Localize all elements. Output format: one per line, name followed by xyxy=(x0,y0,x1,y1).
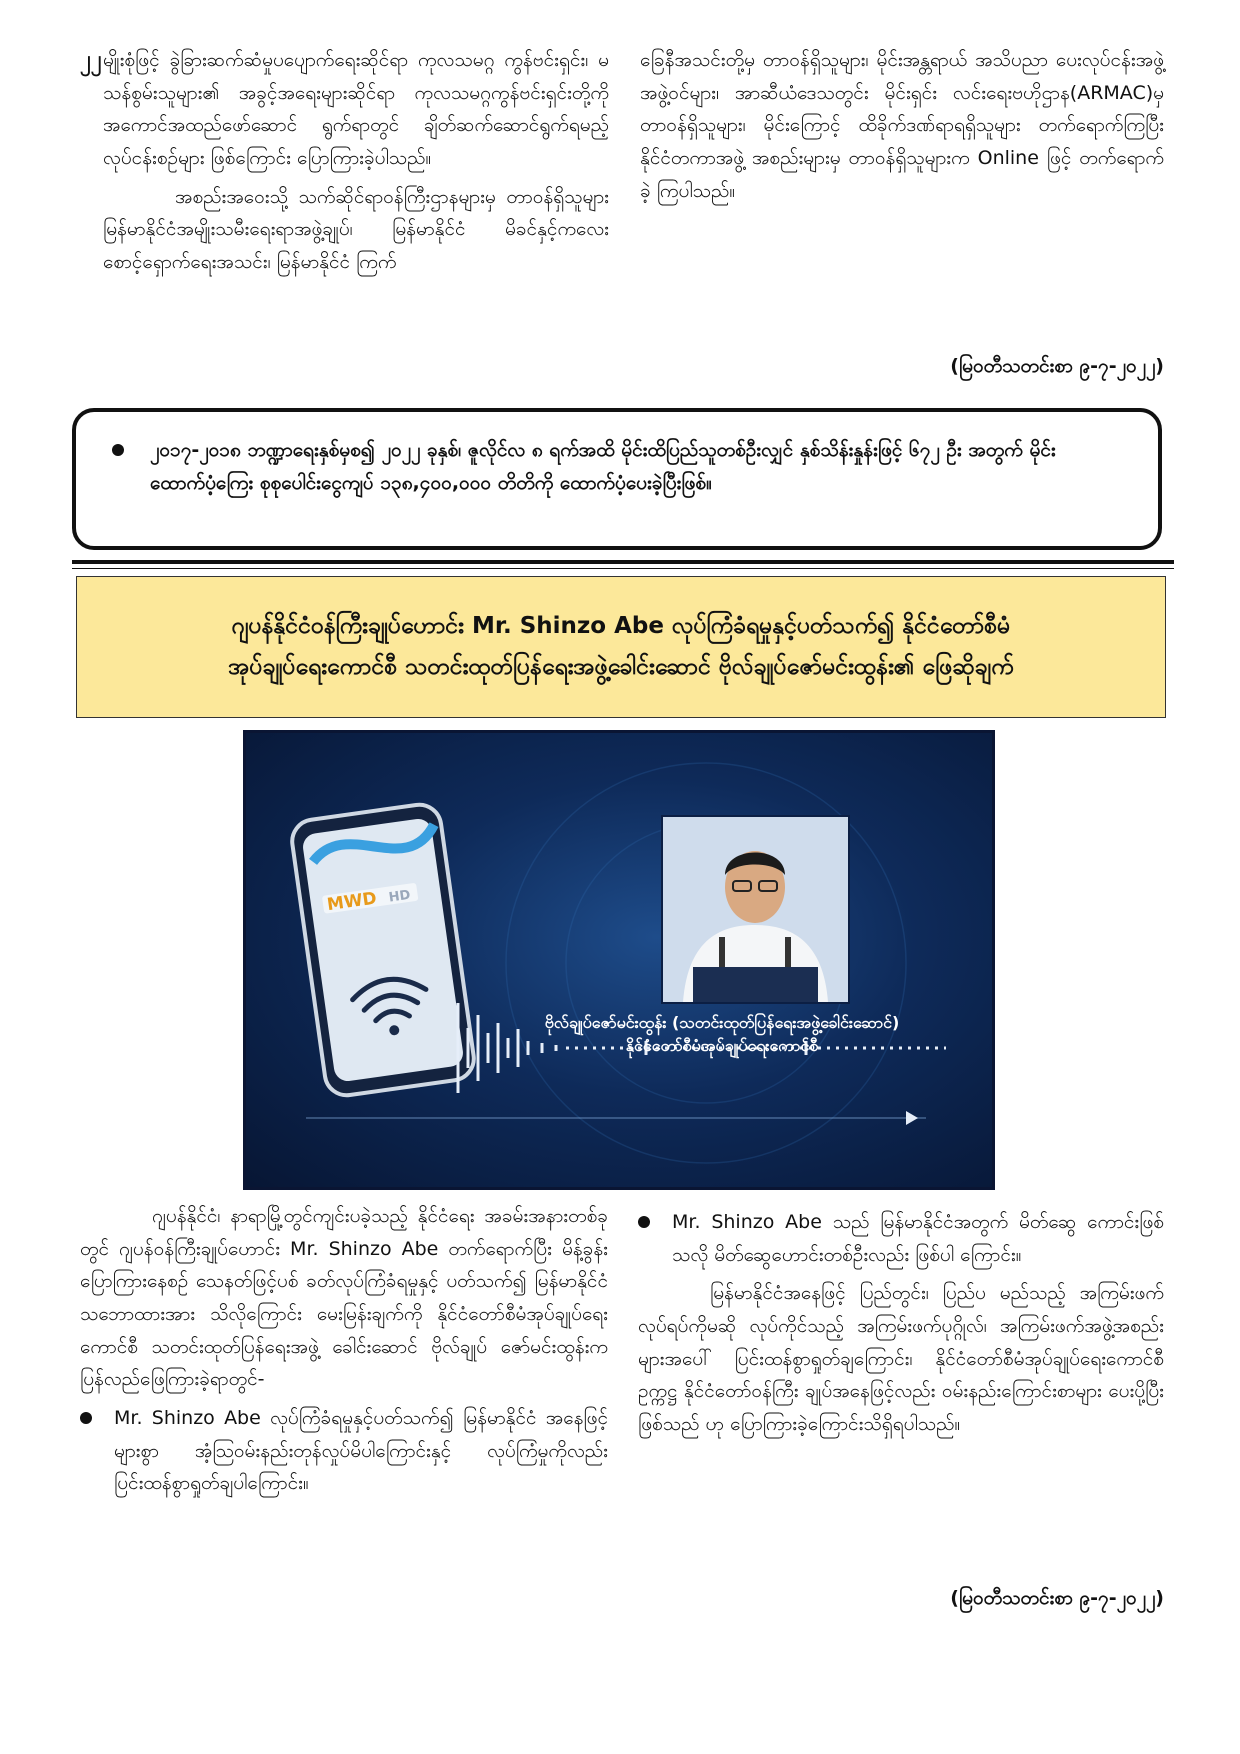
bottom-right-bullet-text: Mr. Shinzo Abe သည် မြန်မာနိုင်ငံအတွက် မိတ်ဆွေ ကောင်းဖြစ်သလို မိတ်ဆွေဟောင်းတစ်ဦးလည်း ဖြစ်ပါ ကြောင်း။ xyxy=(672,1211,1164,1266)
bullet-icon xyxy=(80,1412,92,1424)
top-left-column xyxy=(103,44,609,285)
speaker-portrait xyxy=(661,815,850,1004)
headline-line-1: ဂျပန်နိုင်ငံဝန်ကြီးချုပ်ဟောင်း Mr. Shinzo Abe လုပ်ကြံခံရမှုနှင့်ပတ်သက်၍ နိုင်ငံတော်စီမံ xyxy=(231,612,1011,639)
headline-box xyxy=(76,576,1166,718)
bottom-right-column xyxy=(638,1200,1164,1447)
notice-bullet-row xyxy=(106,434,1128,501)
top-source-citation: (မြဝတီသတင်းစာ ၉-၇-၂၀၂၂) xyxy=(950,355,1164,377)
photo-caption xyxy=(472,1011,972,1057)
top-right-paragraph: ခြေနီအသင်းတို့မှ တာဝန်ရှိသူများ၊ မိုင်းအန္တရာယ် အသိပညာ ပေးလုပ်ငန်းအဖွဲ့ အဖွဲ့ဝင်များ၊ အာဆီယံဒေသတွင်း မိုင်းရှင်း လင်းရေးဗဟိုဌာန(ARMAC)မှ တာဝန်ရှိသူများ၊ မိုင်းကြောင့် ထိခိုက်ဒဏ်ရာရရှိသူများ တက်ရောက်ကြပြီး နိုင်ငံတကာအဖွဲ့ အစည်းများမှ တာဝန်ရှိသူများက Online ဖြင့် တက်ရောက်ခဲ့ ကြပါသည်။ xyxy=(640,49,1164,202)
notice-text: ၂၀၁၇-၂၀၁၈ ဘဏ္ဍာရေးနှစ်မှစ၍ ၂၀၂၂ ခုနှစ်၊ ဇူလိုင်လ ၈ ရက်အထိ မိုင်းထိပြည်သူတစ်ဦးလျှင် နှစ်သိန်းနှုန်းဖြင့် ၆၇၂ ဦး အတွက် မိုင်းထောက်ပံ့ကြေး စုစုပေါင်းငွေကျပ် ၁၃၈,၄၀၀,၀၀၀ တိတိကို ထောက်ပံ့ပေးခဲ့ပြီးဖြစ်။ xyxy=(150,439,1056,495)
bottom-left-bullet-text: Mr. Shinzo Abe လုပ်ကြံခံရမှုနှင့်ပတ်သက်၍ မြန်မာနိုင်ငံ အနေဖြင့်များစွာ အံ့သြဝမ်းနည်းတုန်လှုပ်မိပါကြောင်းနှင့် လုပ်ကြံမှုကိုလည်း ပြင်းထန်စွာရှုတ်ချပါကြောင်း။ xyxy=(114,1407,608,1495)
bottom-source-citation: (မြဝတီသတင်းစာ ၉-၇-၂၀၂၂) xyxy=(950,1587,1164,1609)
phone-icon xyxy=(289,802,476,1098)
divider-thin xyxy=(72,568,1174,569)
bullet-icon xyxy=(638,1216,650,1228)
speaker-figure xyxy=(663,817,848,1002)
bottom-left-bullet-row xyxy=(80,1402,608,1500)
news-photo xyxy=(243,730,995,1190)
bottom-left-column xyxy=(80,1200,608,1506)
headline-line-2: အုပ်ချုပ်ရေးကောင်စီ သတင်းထုတ်ပြန်ရေးအဖွဲ့ခေါင်းဆောင် ဗိုလ်ချုပ်ဇော်မင်းထွန်း၏ ဖြေဆိုချက် xyxy=(228,654,1014,680)
bottom-right-paragraph: မြန်မာနိုင်ငံအနေဖြင့် ပြည်တွင်း၊ ပြည်ပ မည်သည့် အကြမ်းဖက်လုပ်ရပ်ကိုမဆို လုပ်ကိုင်သည့် အကြမ်းဖက်ပုဂ္ဂိုလ်၊ အကြမ်းဖက်အဖွဲ့အစည်းများအပေါ် ပြင်းထန်စွာရှုတ်ချကြောင်း၊ နိုင်ငံတော်စီမံအုပ်ချုပ်ရေးကောင်စီဥက္ကဋ္ဌ နိုင်ငံတော်ဝန်ကြီး ချုပ်အနေဖြင့်လည်း ဝမ်းနည်းကြောင်းစာများ ပေးပို့ပြီးဖြစ်သည် ဟု ပြောကြားခဲ့ကြောင်းသိရှိရပါသည်။ xyxy=(638,1282,1164,1436)
caption-line-2: နိုင်ငံတော်စီမံအုပ်ချုပ်ရေးကောင်စီ xyxy=(625,1036,819,1056)
top-left-paragraph-2: အစည်းအဝေးသို့ သက်ဆိုင်ရာဝန်ကြီးဌာနများမှ တာဝန်ရှိသူများ မြန်မာနိုင်ငံအမျိုးသမီးရေးရာအဖွဲ့ချုပ်၊ မြန်မာနိုင်ငံ မိခင်နှင့်ကလေးစောင့်ရှောက်ရေးအသင်း၊ မြန်မာနိုင်ငံ ကြက် xyxy=(103,185,609,274)
divider-thick xyxy=(72,560,1174,564)
caption-line-1: ဗိုလ်ချုပ်ဇော်မင်းထွန်း (သတင်းထုတ်ပြန်ရေးအဖွဲ့ခေါင်းဆောင်) xyxy=(544,1013,900,1032)
bottom-right-bullet-row xyxy=(638,1206,1164,1271)
top-left-paragraph-1: မျိုးစုံဖြင့် ခွဲခြားဆက်ဆံမှုပပျောက်ရေးဆိုင်ရာ ကုလသမဂ္ဂ ကွန်ဗင်းရှင်း၊ မသန်စွမ်းသူများ၏ အခွင့်အရေးများဆိုင်ရာ ကုလသမဂ္ဂကွန်ဗင်းရှင်းတို့ကို အကောင်အထည်ဖော်ဆောင် ရွက်ရာတွင် ချိတ်ဆက်ဆောင်ရွက်ရမည့်လုပ်ငန်းစဉ်များ ဖြစ်ကြောင်း ပြောကြားခဲ့ပါသည်။ xyxy=(103,49,609,170)
bottom-left-intro: ဂျပန်နိုင်ငံ၊ နာရာမြို့တွင်ကျင်းပခဲ့သည့် နိုင်ငံရေး အခမ်းအနားတစ်ခုတွင် ဂျပန်ဝန်ကြီးချုပ်ဟောင်း Mr. Shinzo Abe တက်ရောက်ပြီး မိန့်ခွန်းပြောကြားနေစဉ် သေနတ်ဖြင့်ပစ် ခတ်လုပ်ကြံခံရမှုနှင့် ပတ်သက်၍ မြန်မာနိုင်ငံသဘောထားအား သိလိုကြောင်း မေးမြန်းချက်ကို နိုင်ငံတော်စီမံအုပ်ချုပ်ရေး ကောင်စီ သတင်းထုတ်ပြန်ရေးအဖွဲ့ ခေါင်းဆောင် ဗိုလ်ချုပ် ဇော်မင်းထွန်းက ပြန်လည်ဖြေကြားခဲ့ရာတွင်- xyxy=(80,1205,608,1391)
logo-mwd: MWD xyxy=(325,888,378,916)
photo-graphic xyxy=(246,733,995,1190)
notice-box xyxy=(72,408,1162,550)
page-number: ၂၂ xyxy=(80,47,102,72)
top-right-column xyxy=(640,44,1164,213)
logo-hd: HD xyxy=(387,887,412,906)
bullet-icon xyxy=(112,444,124,456)
